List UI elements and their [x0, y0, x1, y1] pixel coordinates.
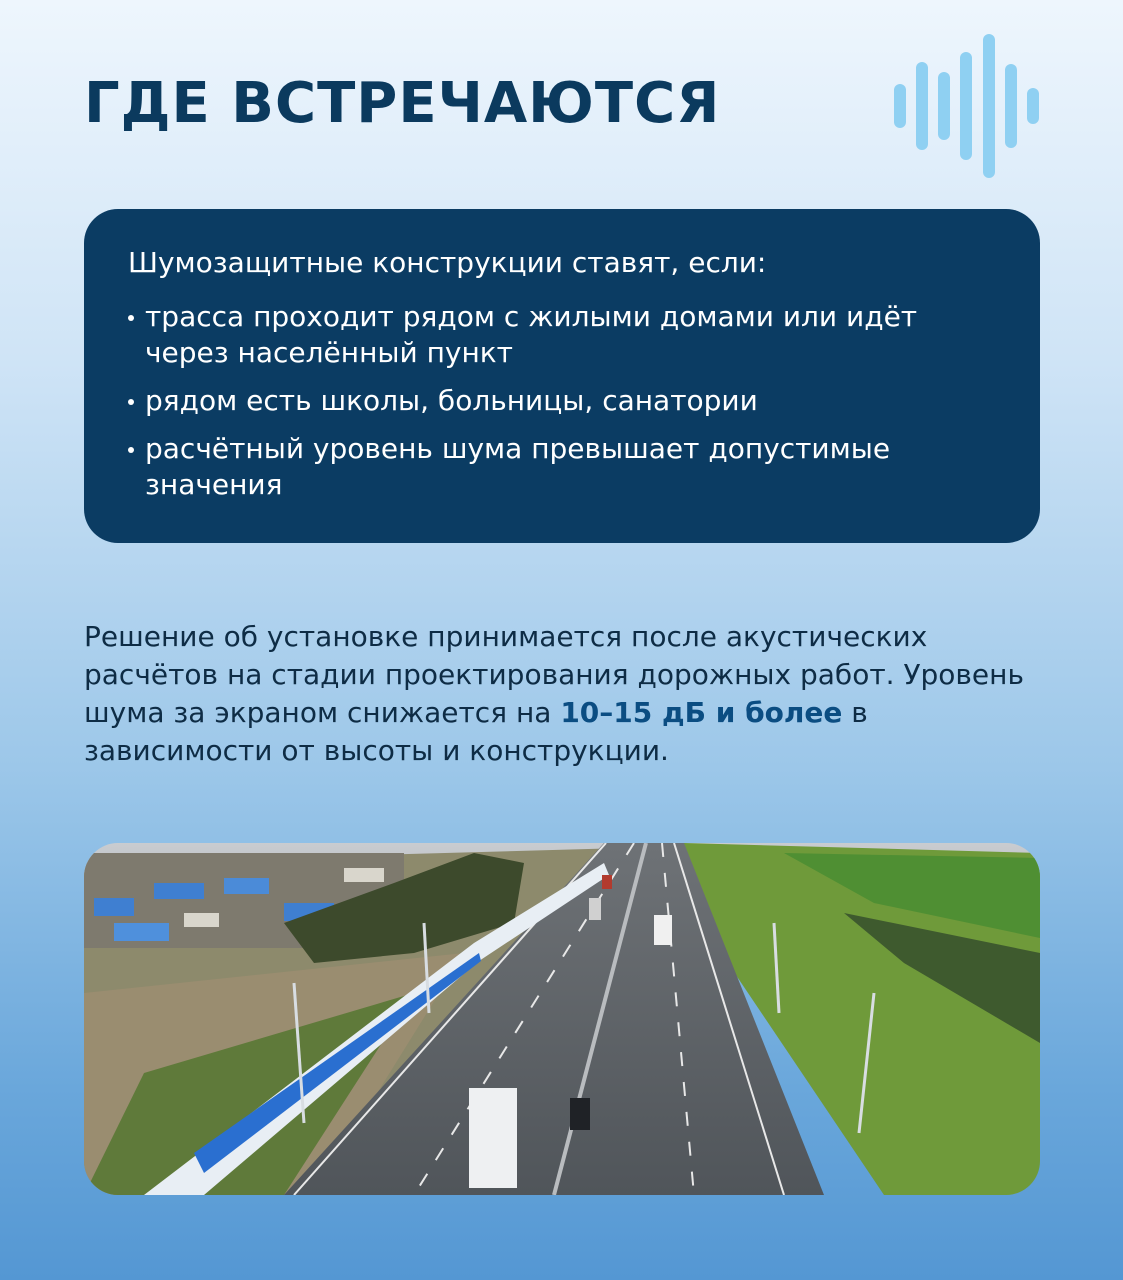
conditions-list: [128, 299, 996, 503]
page-title: ГДЕ ВСТРЕЧАЮТСЯ: [84, 71, 721, 136]
highway-photo: [84, 843, 1040, 1195]
card-intro: Шумозащитные конструкции ставят, если:: [128, 246, 767, 279]
sound-wave-icon: [890, 30, 1050, 180]
paragraph-text-end: в зависимости от высоты и конструкции.: [84, 696, 868, 767]
list-item-text: расчётный уровень шума превышает допустимые значения: [145, 432, 891, 501]
bullet-icon: [128, 447, 134, 453]
noise-reduction-highlight: 10–15 дБ и более: [560, 696, 843, 729]
conditions-card: [84, 209, 1040, 543]
description-paragraph: [84, 618, 1044, 770]
bullet-icon: [128, 315, 134, 321]
list-item-text: рядом есть школы, больницы, санатории: [145, 384, 758, 417]
list-item: [128, 383, 996, 419]
list-item: [128, 299, 996, 371]
list-item: [128, 431, 996, 503]
paragraph-text: Решение об установке принимается после акустических расчётов на стадии проектирования дорожных работ. Уровень шума за экраном снижается на: [84, 620, 1024, 729]
bullet-icon: [128, 399, 134, 405]
list-item-text: трасса проходит рядом с жилыми домами или идёт через населённый пункт: [145, 300, 918, 369]
